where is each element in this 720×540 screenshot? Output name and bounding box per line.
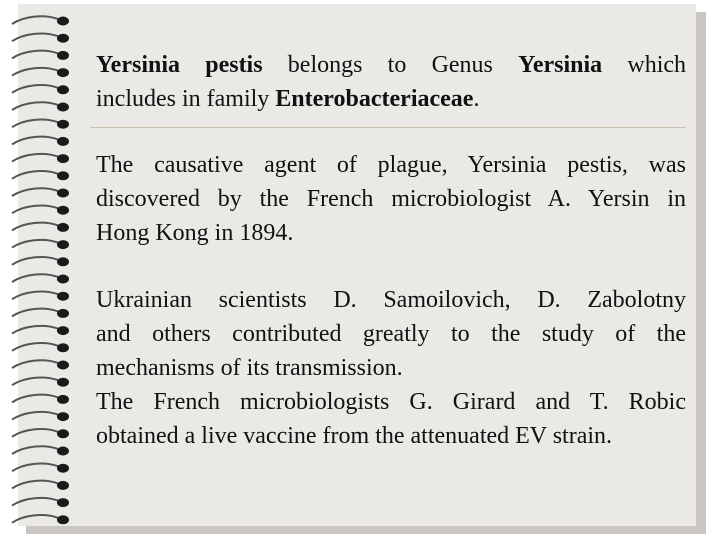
binding-wire xyxy=(12,188,58,196)
binding-hole xyxy=(57,361,69,370)
paragraph-discovery xyxy=(96,148,686,250)
paragraph3-line: Ukrainian scientists D. Samoilovich, D. Zabolotny xyxy=(96,287,686,313)
binding-wire xyxy=(12,205,58,213)
binding-wire xyxy=(12,171,58,179)
paragraph1-line1: Yersinia pestis belongs to Genus Yersinia which xyxy=(96,52,687,78)
binding-hole xyxy=(57,137,69,146)
binding-hole xyxy=(57,378,69,387)
paragraph2-line: discovered by the French microbiologist A. Yersin in xyxy=(96,186,686,212)
divider-line xyxy=(90,127,686,128)
binding-wire xyxy=(12,102,58,110)
binding-wire xyxy=(12,309,58,317)
binding-hole xyxy=(57,395,69,404)
binding-hole xyxy=(57,275,69,284)
binding-wire xyxy=(12,16,58,24)
binding-wire xyxy=(12,119,58,127)
binding-wire xyxy=(12,395,58,403)
binding-wire xyxy=(12,223,58,231)
binding-hole xyxy=(57,51,69,60)
binding-hole xyxy=(57,343,69,352)
binding-wire xyxy=(12,343,58,351)
binding-hole xyxy=(57,257,69,266)
term-yersinia: Yersinia xyxy=(518,52,603,78)
binding-wire xyxy=(12,85,58,93)
binding-wire xyxy=(12,326,58,334)
panel-shadow-bottom xyxy=(26,526,706,534)
binding-wire xyxy=(12,137,58,145)
binding-wire xyxy=(12,51,58,59)
binding-wire xyxy=(12,68,58,76)
binding-wire xyxy=(12,515,58,523)
binding-hole xyxy=(57,171,69,180)
binding-hole xyxy=(57,223,69,232)
binding-wire xyxy=(12,498,58,506)
binding-hole xyxy=(57,206,69,215)
binding-wire xyxy=(12,463,58,471)
paragraph3-line: obtained a live vaccine from the attenuated EV strain. xyxy=(96,423,613,449)
binding-hole xyxy=(57,464,69,473)
binding-hole xyxy=(57,17,69,26)
binding-wire xyxy=(12,481,58,489)
binding-wire xyxy=(12,257,58,265)
binding-hole xyxy=(57,515,69,524)
binding-hole xyxy=(57,34,69,43)
binding-wire xyxy=(12,274,58,282)
panel-shadow xyxy=(696,12,706,532)
paragraph-contributions xyxy=(96,283,686,453)
paragraph1-line2: includes in family Enterobacteriaceae. xyxy=(96,86,480,112)
paragraph3-line: The French microbiologists G. Girard and T. Robic xyxy=(96,389,686,415)
binding-hole xyxy=(57,189,69,198)
binding-wire xyxy=(12,412,58,420)
binding-hole xyxy=(57,240,69,249)
spiral-binding-icon xyxy=(8,10,78,530)
binding-wire xyxy=(12,154,58,162)
binding-hole xyxy=(57,292,69,301)
paragraph2-line: The causative agent of plague, Yersinia pestis, was xyxy=(96,152,686,178)
binding-hole xyxy=(57,326,69,335)
binding-wire xyxy=(12,446,58,454)
paragraph2-line: Hong Kong in 1894. xyxy=(96,220,294,246)
binding-wire xyxy=(12,291,58,299)
binding-hole xyxy=(57,154,69,163)
paragraph-yersinia-genus xyxy=(96,48,686,116)
paragraph3-line: mechanisms of its transmission. xyxy=(96,355,403,381)
binding-hole xyxy=(57,481,69,490)
binding-wire xyxy=(12,33,58,41)
binding-hole xyxy=(57,85,69,94)
binding-hole xyxy=(57,429,69,438)
binding-hole xyxy=(57,412,69,421)
term-enterobacteriaceae: Enterobacteriaceae xyxy=(275,86,474,112)
binding-hole xyxy=(57,68,69,77)
binding-hole xyxy=(57,103,69,112)
binding-wire xyxy=(12,377,58,385)
binding-wire xyxy=(12,240,58,248)
term-yersinia-pestis: Yersinia pestis xyxy=(96,52,263,78)
binding-wire xyxy=(12,360,58,368)
binding-hole xyxy=(57,120,69,129)
binding-wire xyxy=(12,429,58,437)
binding-hole xyxy=(57,498,69,507)
binding-hole xyxy=(57,309,69,318)
paragraph3-line: and others contributed greatly to the study of the xyxy=(96,321,686,347)
binding-hole xyxy=(57,447,69,456)
